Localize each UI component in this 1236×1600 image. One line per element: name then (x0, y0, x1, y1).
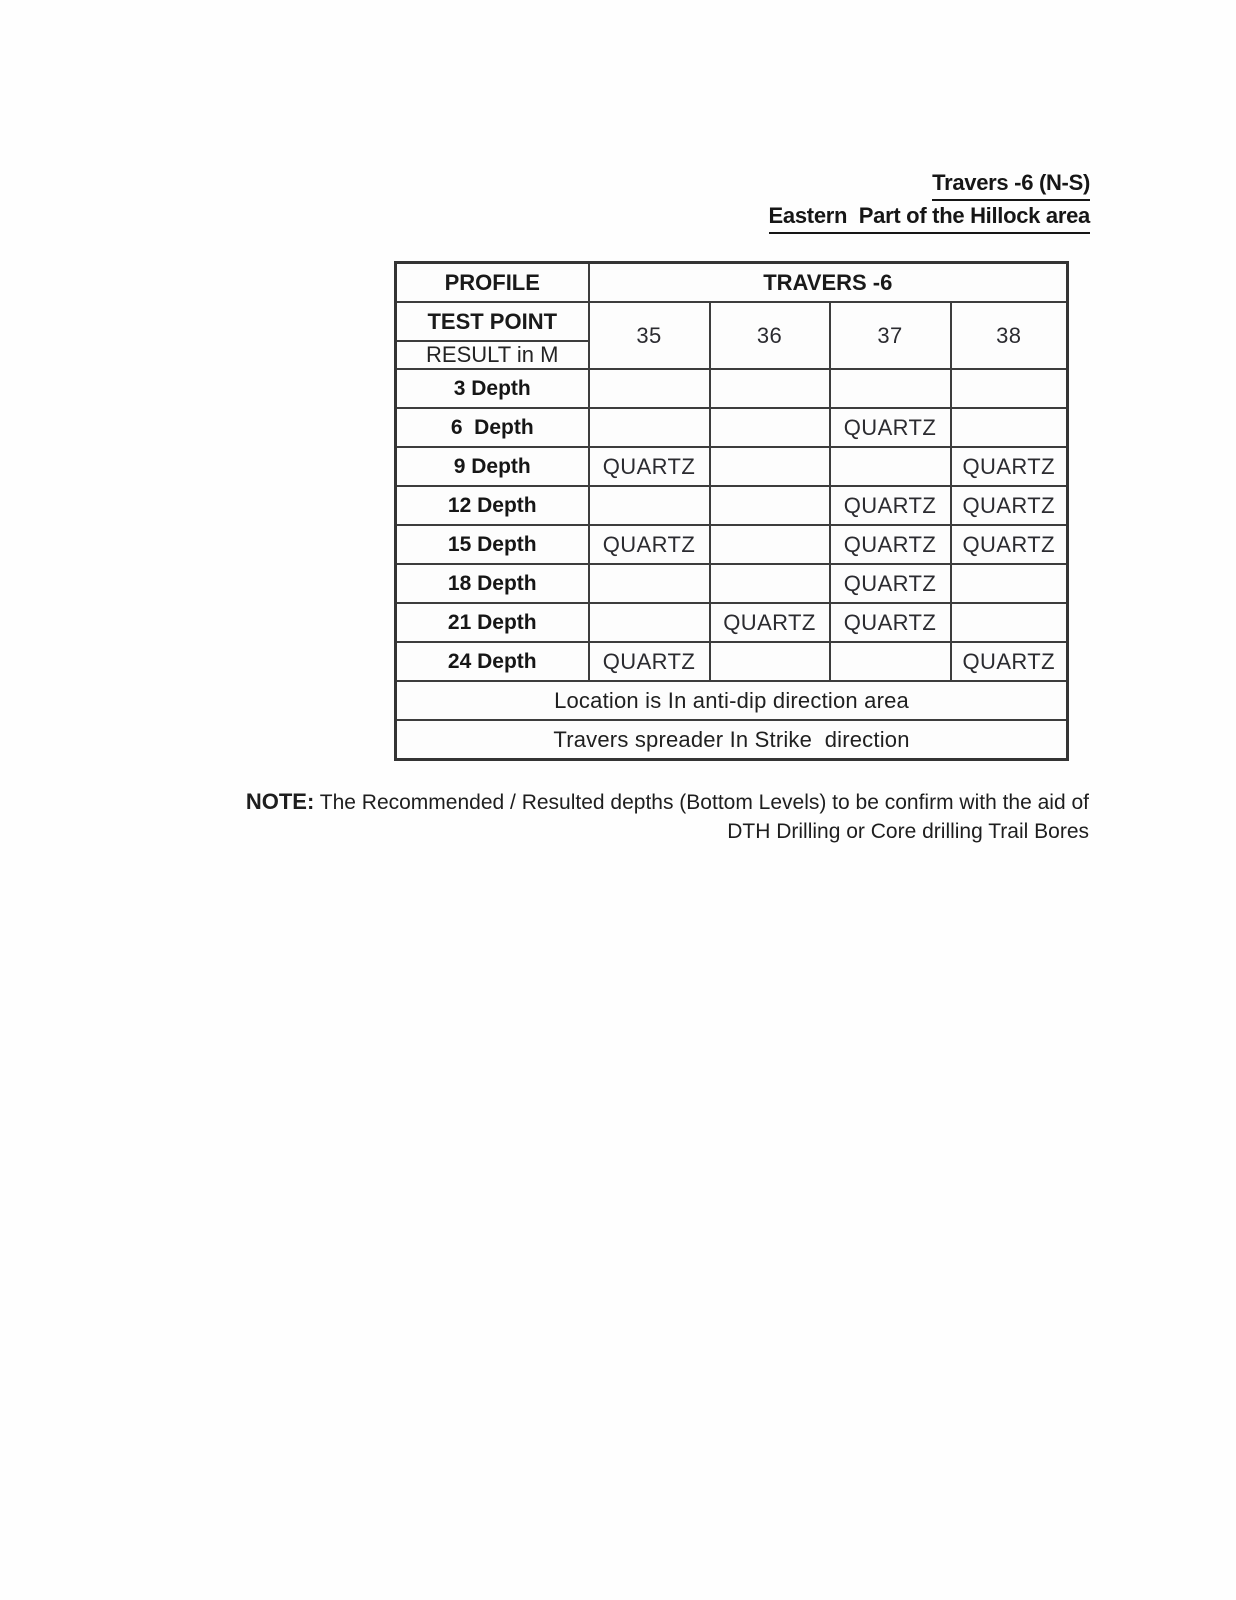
depth-label: 24 Depth (396, 642, 589, 681)
depth-label: 3 Depth (396, 369, 589, 408)
depth-row-3 (396, 369, 1068, 408)
test-point-header-cell: TEST POINT (396, 302, 589, 341)
table-footer-row-1 (396, 681, 1068, 720)
result-cell (710, 525, 830, 564)
test-point-35-cell: 35 (589, 302, 710, 369)
result-cell: QUARTZ (951, 486, 1068, 525)
result-cell (589, 486, 710, 525)
table-header-row (396, 263, 1068, 303)
result-cell (710, 369, 830, 408)
result-cell (589, 564, 710, 603)
result-cell: QUARTZ (951, 525, 1068, 564)
depth-label: 12 Depth (396, 486, 589, 525)
result-cell: QUARTZ (830, 525, 951, 564)
title-line-1-row (769, 168, 1090, 201)
note-text: The Recommended / Resulted depths (Bottom Levels) to be confirm with the aid of (314, 791, 1089, 814)
result-cell: QUARTZ (589, 642, 710, 681)
note-line-1 (246, 788, 1089, 818)
depth-label: 15 Depth (396, 525, 589, 564)
note-block (246, 788, 1089, 846)
travers-table-container (394, 261, 1069, 761)
result-cell: QUARTZ (830, 408, 951, 447)
depth-row-15 (396, 525, 1068, 564)
result-cell: QUARTZ (951, 642, 1068, 681)
result-cell (710, 408, 830, 447)
depth-row-6 (396, 408, 1068, 447)
result-cell (589, 603, 710, 642)
profile-header-cell: PROFILE (396, 263, 589, 303)
result-header-cell: RESULT in M (396, 341, 589, 369)
result-cell (710, 642, 830, 681)
depth-label: 6 Depth (396, 408, 589, 447)
result-cell (951, 369, 1068, 408)
depth-row-21 (396, 603, 1068, 642)
result-cell: QUARTZ (830, 564, 951, 603)
result-cell: QUARTZ (710, 603, 830, 642)
travers-table (394, 261, 1069, 761)
depth-label: 18 Depth (396, 564, 589, 603)
depth-row-9 (396, 447, 1068, 486)
result-cell (951, 603, 1068, 642)
test-point-37-cell: 37 (830, 302, 951, 369)
travers-group-header-cell: TRAVERS -6 (589, 263, 1068, 303)
depth-label: 21 Depth (396, 603, 589, 642)
title-line-1: Travers -6 (N-S) (932, 168, 1090, 201)
location-note-cell: Location is In anti-dip direction area (396, 681, 1068, 720)
test-point-row (396, 302, 1068, 341)
result-cell (830, 369, 951, 408)
result-cell (589, 369, 710, 408)
result-cell (951, 408, 1068, 447)
result-cell: QUARTZ (830, 486, 951, 525)
title-line-2-row (769, 201, 1090, 234)
depth-row-12 (396, 486, 1068, 525)
depth-row-24 (396, 642, 1068, 681)
result-cell: QUARTZ (589, 525, 710, 564)
result-cell (830, 447, 951, 486)
note-line-2: DTH Drilling or Core drilling Trail Bores (727, 819, 1089, 843)
note-label: NOTE: (245, 789, 315, 814)
result-cell: QUARTZ (830, 603, 951, 642)
test-point-36-cell: 36 (710, 302, 830, 369)
depth-row-18 (396, 564, 1068, 603)
depth-label: 9 Depth (396, 447, 589, 486)
result-cell (710, 447, 830, 486)
test-point-38-cell: 38 (951, 302, 1068, 369)
result-cell (589, 408, 710, 447)
title-line-2: Eastern Part of the Hillock area (769, 201, 1090, 234)
result-cell (830, 642, 951, 681)
table-footer-row-2 (396, 720, 1068, 760)
spreader-note-cell: Travers spreader In Strike direction (396, 720, 1068, 760)
result-cell: QUARTZ (951, 447, 1068, 486)
result-cell: QUARTZ (589, 447, 710, 486)
result-cell (710, 564, 830, 603)
document-title-block (769, 168, 1090, 234)
result-cell (710, 486, 830, 525)
result-cell (951, 564, 1068, 603)
